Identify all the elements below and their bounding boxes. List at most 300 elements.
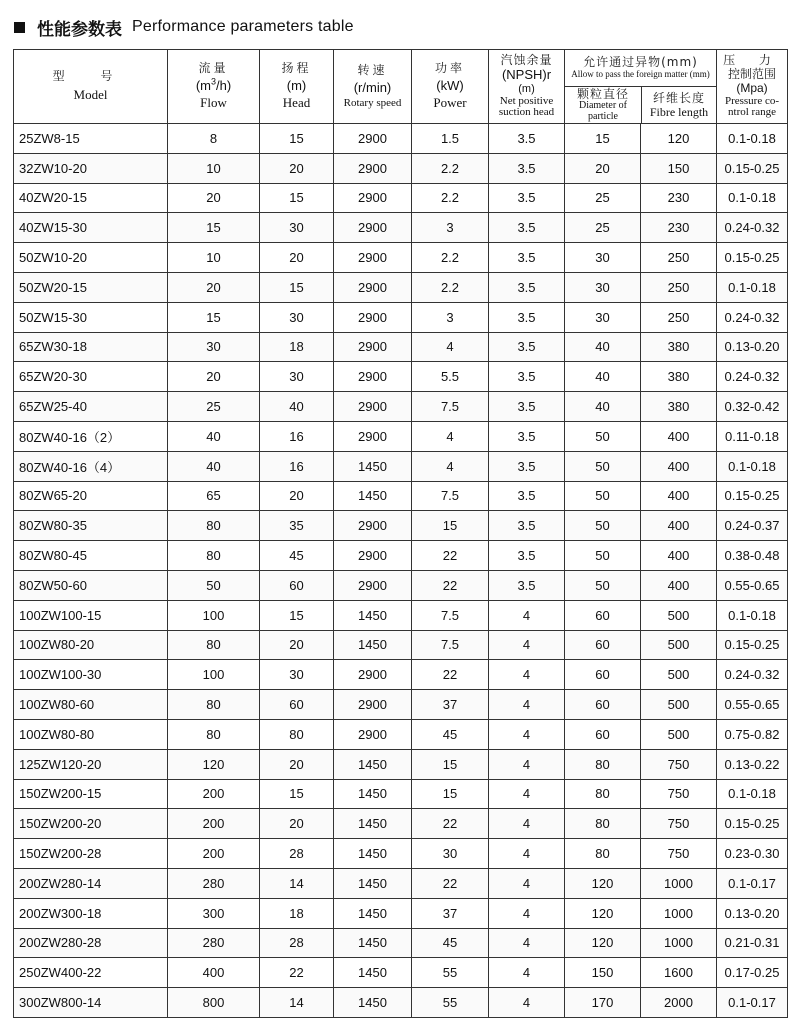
cell-power: 22 — [412, 541, 489, 571]
table-row — [14, 898, 788, 928]
table-row — [14, 183, 788, 213]
cell-flow: 65 — [168, 481, 260, 511]
cell-speed: 2900 — [334, 302, 412, 332]
cell-fibre: 150 — [641, 153, 717, 183]
cell-npsh: 4 — [489, 839, 565, 869]
cell-fibre: 1000 — [641, 898, 717, 928]
cell-speed: 1450 — [334, 958, 412, 988]
cell-flow: 15 — [168, 302, 260, 332]
table-row — [14, 928, 788, 958]
cell-flow: 80 — [168, 511, 260, 541]
cell-pressure: 0.24-0.32 — [717, 213, 788, 243]
cell-power: 37 — [412, 898, 489, 928]
cell-model: 100ZW100-30 — [14, 660, 168, 690]
title-en: Performance parameters table — [132, 18, 354, 35]
cell-speed: 1450 — [334, 481, 412, 511]
cell-fibre: 750 — [641, 749, 717, 779]
cell-npsh: 4 — [489, 868, 565, 898]
cell-npsh: 3.5 — [489, 392, 565, 422]
cell-flow: 50 — [168, 570, 260, 600]
cell-particle: 80 — [565, 839, 641, 869]
cell-flow: 10 — [168, 153, 260, 183]
cell-particle: 50 — [565, 481, 641, 511]
cell-power: 3 — [412, 213, 489, 243]
cell-head: 30 — [260, 660, 334, 690]
cell-particle: 60 — [565, 660, 641, 690]
cell-speed: 2900 — [334, 362, 412, 392]
cell-npsh: 3.5 — [489, 541, 565, 571]
cell-flow: 20 — [168, 272, 260, 302]
table-row — [14, 779, 788, 809]
table-row — [14, 719, 788, 749]
cell-npsh: 3.5 — [489, 302, 565, 332]
cell-model: 125ZW120-20 — [14, 749, 168, 779]
cell-head: 14 — [260, 988, 334, 1018]
cell-pressure: 0.15-0.25 — [717, 153, 788, 183]
cell-head: 60 — [260, 690, 334, 720]
table-row — [14, 809, 788, 839]
cell-model: 300ZW800-14 — [14, 988, 168, 1018]
cell-head: 22 — [260, 958, 334, 988]
cell-fibre: 400 — [641, 451, 717, 481]
cell-head: 30 — [260, 302, 334, 332]
cell-model: 40ZW15-30 — [14, 213, 168, 243]
table-row — [14, 958, 788, 988]
cell-npsh: 4 — [489, 600, 565, 630]
cell-particle: 30 — [565, 302, 641, 332]
cell-speed: 1450 — [334, 600, 412, 630]
cell-power: 7.5 — [412, 392, 489, 422]
cell-head: 60 — [260, 570, 334, 600]
cell-fibre: 750 — [641, 779, 717, 809]
cell-head: 80 — [260, 719, 334, 749]
cell-particle: 50 — [565, 541, 641, 571]
cell-model: 100ZW100-15 — [14, 600, 168, 630]
cell-model: 65ZW30-18 — [14, 332, 168, 362]
cell-flow: 200 — [168, 809, 260, 839]
cell-power: 5.5 — [412, 362, 489, 392]
cell-particle: 40 — [565, 332, 641, 362]
cell-flow: 100 — [168, 660, 260, 690]
cell-pressure: 0.55-0.65 — [717, 690, 788, 720]
cell-npsh: 3.5 — [489, 511, 565, 541]
header-foreign-matter: 允许通过异物(mm) Allow to pass the foreign matter (mm) 颗粒直径 Diameter of particle 纤维长度 Fibre length — [565, 50, 717, 124]
cell-model: 80ZW40-16（4） — [14, 451, 168, 481]
cell-pressure: 0.1-0.18 — [717, 451, 788, 481]
cell-particle: 30 — [565, 243, 641, 273]
cell-npsh: 4 — [489, 898, 565, 928]
cell-power: 55 — [412, 958, 489, 988]
cell-npsh: 3.5 — [489, 421, 565, 451]
header-row — [14, 50, 788, 124]
table-row — [14, 124, 788, 154]
cell-flow: 40 — [168, 421, 260, 451]
table-row — [14, 362, 788, 392]
cell-particle: 20 — [565, 153, 641, 183]
cell-speed: 1450 — [334, 988, 412, 1018]
cell-npsh: 3.5 — [489, 153, 565, 183]
cell-model: 25ZW8-15 — [14, 124, 168, 154]
cell-head: 18 — [260, 898, 334, 928]
cell-fibre: 400 — [641, 421, 717, 451]
cell-flow: 280 — [168, 868, 260, 898]
cell-npsh: 3.5 — [489, 213, 565, 243]
cell-fibre: 250 — [641, 272, 717, 302]
table-row — [14, 541, 788, 571]
cell-particle: 40 — [565, 362, 641, 392]
cell-pressure: 0.75-0.82 — [717, 719, 788, 749]
cell-fibre: 230 — [641, 213, 717, 243]
cell-pressure: 0.1-0.17 — [717, 868, 788, 898]
cell-particle: 50 — [565, 570, 641, 600]
table-row — [14, 868, 788, 898]
cell-fibre: 380 — [641, 392, 717, 422]
cell-power: 15 — [412, 779, 489, 809]
cell-speed: 2900 — [334, 719, 412, 749]
cell-head: 15 — [260, 272, 334, 302]
cell-npsh: 3.5 — [489, 362, 565, 392]
cell-fibre: 400 — [641, 481, 717, 511]
cell-particle: 50 — [565, 511, 641, 541]
cell-speed: 2900 — [334, 124, 412, 154]
cell-fibre: 120 — [641, 124, 717, 154]
cell-pressure: 0.1-0.18 — [717, 272, 788, 302]
cell-npsh: 4 — [489, 690, 565, 720]
cell-head: 15 — [260, 779, 334, 809]
cell-head: 28 — [260, 928, 334, 958]
cell-fibre: 500 — [641, 719, 717, 749]
cell-speed: 1450 — [334, 809, 412, 839]
cell-speed: 2900 — [334, 272, 412, 302]
cell-model: 80ZW50-60 — [14, 570, 168, 600]
cell-model: 200ZW280-14 — [14, 868, 168, 898]
cell-head: 15 — [260, 183, 334, 213]
cell-pressure: 0.1-0.17 — [717, 988, 788, 1018]
page-title — [14, 14, 354, 40]
cell-speed: 2900 — [334, 213, 412, 243]
cell-flow: 80 — [168, 719, 260, 749]
cell-model: 80ZW80-35 — [14, 511, 168, 541]
table-row — [14, 153, 788, 183]
cell-head: 16 — [260, 421, 334, 451]
cell-power: 15 — [412, 749, 489, 779]
cell-fibre: 380 — [641, 332, 717, 362]
cell-model: 200ZW280-28 — [14, 928, 168, 958]
header-flow: 流量 $(m^3/h)$ Flow — [168, 50, 260, 124]
cell-flow: 200 — [168, 779, 260, 809]
cell-speed: 2900 — [334, 243, 412, 273]
cell-fibre: 2000 — [641, 988, 717, 1018]
cell-particle: 80 — [565, 779, 641, 809]
cell-model: 100ZW80-60 — [14, 690, 168, 720]
cell-flow: 80 — [168, 541, 260, 571]
cell-fibre: 500 — [641, 600, 717, 630]
cell-power: 22 — [412, 570, 489, 600]
cell-particle: 50 — [565, 451, 641, 481]
cell-power: 4 — [412, 332, 489, 362]
cell-head: 45 — [260, 541, 334, 571]
cell-power: 15 — [412, 511, 489, 541]
cell-speed: 1450 — [334, 839, 412, 869]
cell-speed: 2900 — [334, 153, 412, 183]
cell-power: 37 — [412, 690, 489, 720]
cell-speed: 2900 — [334, 660, 412, 690]
cell-head: 30 — [260, 362, 334, 392]
table-row — [14, 630, 788, 660]
cell-speed: 2900 — [334, 511, 412, 541]
table-row — [14, 421, 788, 451]
table-row — [14, 511, 788, 541]
cell-particle: 80 — [565, 809, 641, 839]
cell-pressure: 0.23-0.30 — [717, 839, 788, 869]
square-bullet-icon — [14, 22, 25, 33]
cell-pressure: 0.15-0.25 — [717, 243, 788, 273]
cell-model: 80ZW65-20 — [14, 481, 168, 511]
cell-npsh: 4 — [489, 660, 565, 690]
cell-fibre: 750 — [641, 839, 717, 869]
cell-fibre: 400 — [641, 570, 717, 600]
cell-head: 28 — [260, 839, 334, 869]
table-row — [14, 272, 788, 302]
cell-head: 15 — [260, 600, 334, 630]
table-row — [14, 600, 788, 630]
cell-model: 100ZW80-80 — [14, 719, 168, 749]
cell-particle: 150 — [565, 958, 641, 988]
cell-head: 14 — [260, 868, 334, 898]
cell-npsh: 4 — [489, 630, 565, 660]
cell-speed: 1450 — [334, 928, 412, 958]
cell-flow: 200 — [168, 839, 260, 869]
cell-pressure: 0.15-0.25 — [717, 481, 788, 511]
header-npsh: 汽蚀余量 (NPSH)r (m) Net positive suction head — [489, 50, 565, 124]
table-row — [14, 243, 788, 273]
header-power: 功率 (kW) Power — [412, 50, 489, 124]
cell-model: 80ZW40-16（2） — [14, 421, 168, 451]
header-model: 型 号 Model — [14, 50, 168, 124]
cell-npsh: 3.5 — [489, 124, 565, 154]
cell-particle: 60 — [565, 630, 641, 660]
cell-speed: 2900 — [334, 183, 412, 213]
cell-speed: 1450 — [334, 779, 412, 809]
cell-power: 30 — [412, 839, 489, 869]
cell-speed: 1450 — [334, 451, 412, 481]
cell-pressure: 0.24-0.32 — [717, 362, 788, 392]
cell-npsh: 3.5 — [489, 481, 565, 511]
cell-speed: 2900 — [334, 690, 412, 720]
cell-fibre: 400 — [641, 511, 717, 541]
table-body — [14, 124, 788, 1018]
cell-npsh: 3.5 — [489, 183, 565, 213]
cell-speed: 1450 — [334, 630, 412, 660]
cell-pressure: 0.13-0.22 — [717, 749, 788, 779]
cell-pressure: 0.15-0.25 — [717, 630, 788, 660]
cell-power: 7.5 — [412, 630, 489, 660]
cell-model: 40ZW20-15 — [14, 183, 168, 213]
cell-fibre: 500 — [641, 660, 717, 690]
cell-model: 50ZW15-30 — [14, 302, 168, 332]
cell-npsh: 3.5 — [489, 332, 565, 362]
cell-pressure: 0.1-0.18 — [717, 779, 788, 809]
cell-flow: 120 — [168, 749, 260, 779]
cell-pressure: 0.24-0.37 — [717, 511, 788, 541]
cell-power: 22 — [412, 660, 489, 690]
table-row — [14, 690, 788, 720]
table-row — [14, 660, 788, 690]
cell-npsh: 3.5 — [489, 570, 565, 600]
cell-speed: 2900 — [334, 421, 412, 451]
cell-pressure: 0.38-0.48 — [717, 541, 788, 571]
cell-flow: 100 — [168, 600, 260, 630]
cell-speed: 2900 — [334, 570, 412, 600]
cell-flow: 800 — [168, 988, 260, 1018]
cell-flow: 400 — [168, 958, 260, 988]
cell-power: 45 — [412, 719, 489, 749]
header-pressure: 压 力 控制范围 (Mpa) Pressure co- ntrol range — [717, 50, 788, 124]
table-row — [14, 451, 788, 481]
cell-pressure: 0.21-0.31 — [717, 928, 788, 958]
cell-particle: 120 — [565, 898, 641, 928]
cell-model: 150ZW200-15 — [14, 779, 168, 809]
table-row — [14, 570, 788, 600]
cell-pressure: 0.15-0.25 — [717, 809, 788, 839]
cell-pressure: 0.13-0.20 — [717, 332, 788, 362]
cell-fibre: 500 — [641, 690, 717, 720]
cell-pressure: 0.1-0.18 — [717, 124, 788, 154]
header-speed: 转速 (r/min) Rotary speed — [334, 50, 412, 124]
cell-head: 20 — [260, 630, 334, 660]
cell-head: 40 — [260, 392, 334, 422]
cell-flow: 80 — [168, 630, 260, 660]
cell-power: 7.5 — [412, 600, 489, 630]
table-row — [14, 839, 788, 869]
cell-npsh: 4 — [489, 779, 565, 809]
cell-flow: 300 — [168, 898, 260, 928]
cell-particle: 80 — [565, 749, 641, 779]
title-zh: 性能参数表 — [37, 19, 122, 40]
cell-flow: 40 — [168, 451, 260, 481]
cell-fibre: 1000 — [641, 868, 717, 898]
cell-pressure: 0.1-0.18 — [717, 183, 788, 213]
cell-particle: 50 — [565, 421, 641, 451]
cell-power: 22 — [412, 809, 489, 839]
cell-model: 200ZW300-18 — [14, 898, 168, 928]
cell-head: 15 — [260, 124, 334, 154]
cell-pressure: 0.24-0.32 — [717, 302, 788, 332]
cell-model: 32ZW10-20 — [14, 153, 168, 183]
cell-particle: 120 — [565, 928, 641, 958]
performance-table — [13, 49, 788, 1018]
table-row — [14, 749, 788, 779]
cell-model: 250ZW400-22 — [14, 958, 168, 988]
cell-particle: 25 — [565, 213, 641, 243]
cell-npsh: 3.5 — [489, 451, 565, 481]
cell-fibre: 500 — [641, 630, 717, 660]
cell-flow: 80 — [168, 690, 260, 720]
cell-flow: 280 — [168, 928, 260, 958]
cell-model: 65ZW25-40 — [14, 392, 168, 422]
cell-flow: 10 — [168, 243, 260, 273]
cell-flow: 8 — [168, 124, 260, 154]
table-row — [14, 392, 788, 422]
cell-flow: 15 — [168, 213, 260, 243]
cell-particle: 30 — [565, 272, 641, 302]
cell-power: 2.2 — [412, 153, 489, 183]
cell-speed: 1450 — [334, 868, 412, 898]
cell-fibre: 250 — [641, 243, 717, 273]
cell-power: 2.2 — [412, 272, 489, 302]
cell-pressure: 0.24-0.32 — [717, 660, 788, 690]
cell-head: 20 — [260, 481, 334, 511]
cell-power: 4 — [412, 421, 489, 451]
cell-power: 22 — [412, 868, 489, 898]
cell-particle: 170 — [565, 988, 641, 1018]
cell-head: 20 — [260, 749, 334, 779]
cell-head: 30 — [260, 213, 334, 243]
cell-head: 35 — [260, 511, 334, 541]
cell-fibre: 1600 — [641, 958, 717, 988]
cell-power: 7.5 — [412, 481, 489, 511]
cell-npsh: 4 — [489, 809, 565, 839]
cell-npsh: 3.5 — [489, 243, 565, 273]
cell-npsh: 4 — [489, 928, 565, 958]
cell-head: 20 — [260, 809, 334, 839]
cell-model: 150ZW200-20 — [14, 809, 168, 839]
cell-npsh: 4 — [489, 749, 565, 779]
table-row — [14, 481, 788, 511]
cell-speed: 1450 — [334, 749, 412, 779]
cell-particle: 60 — [565, 719, 641, 749]
cell-power: 2.2 — [412, 243, 489, 273]
cell-npsh: 4 — [489, 988, 565, 1018]
cell-pressure: 0.13-0.20 — [717, 898, 788, 928]
cell-npsh: 4 — [489, 958, 565, 988]
cell-pressure: 0.32-0.42 — [717, 392, 788, 422]
cell-flow: 25 — [168, 392, 260, 422]
cell-power: 55 — [412, 988, 489, 1018]
cell-head: 16 — [260, 451, 334, 481]
cell-model: 80ZW80-45 — [14, 541, 168, 571]
cell-power: 2.2 — [412, 183, 489, 213]
cell-model: 50ZW20-15 — [14, 272, 168, 302]
cell-particle: 15 — [565, 124, 641, 154]
cell-npsh: 3.5 — [489, 272, 565, 302]
cell-power: 1.5 — [412, 124, 489, 154]
cell-speed: 2900 — [334, 392, 412, 422]
cell-head: 20 — [260, 243, 334, 273]
cell-head: 18 — [260, 332, 334, 362]
cell-fibre: 380 — [641, 362, 717, 392]
cell-power: 3 — [412, 302, 489, 332]
cell-fibre: 750 — [641, 809, 717, 839]
cell-flow: 30 — [168, 332, 260, 362]
cell-model: 50ZW10-20 — [14, 243, 168, 273]
cell-particle: 60 — [565, 690, 641, 720]
header-particle: 颗粒直径 Diameter of particle — [565, 87, 642, 123]
cell-particle: 25 — [565, 183, 641, 213]
table-row — [14, 302, 788, 332]
cell-pressure: 0.11-0.18 — [717, 421, 788, 451]
cell-particle: 120 — [565, 868, 641, 898]
table-row — [14, 988, 788, 1018]
cell-speed: 2900 — [334, 541, 412, 571]
cell-particle: 60 — [565, 600, 641, 630]
cell-pressure: 0.17-0.25 — [717, 958, 788, 988]
header-fibre: 纤维长度 Fibre length — [649, 90, 709, 119]
cell-model: 150ZW200-28 — [14, 839, 168, 869]
cell-speed: 1450 — [334, 898, 412, 928]
cell-fibre: 250 — [641, 302, 717, 332]
cell-head: 20 — [260, 153, 334, 183]
